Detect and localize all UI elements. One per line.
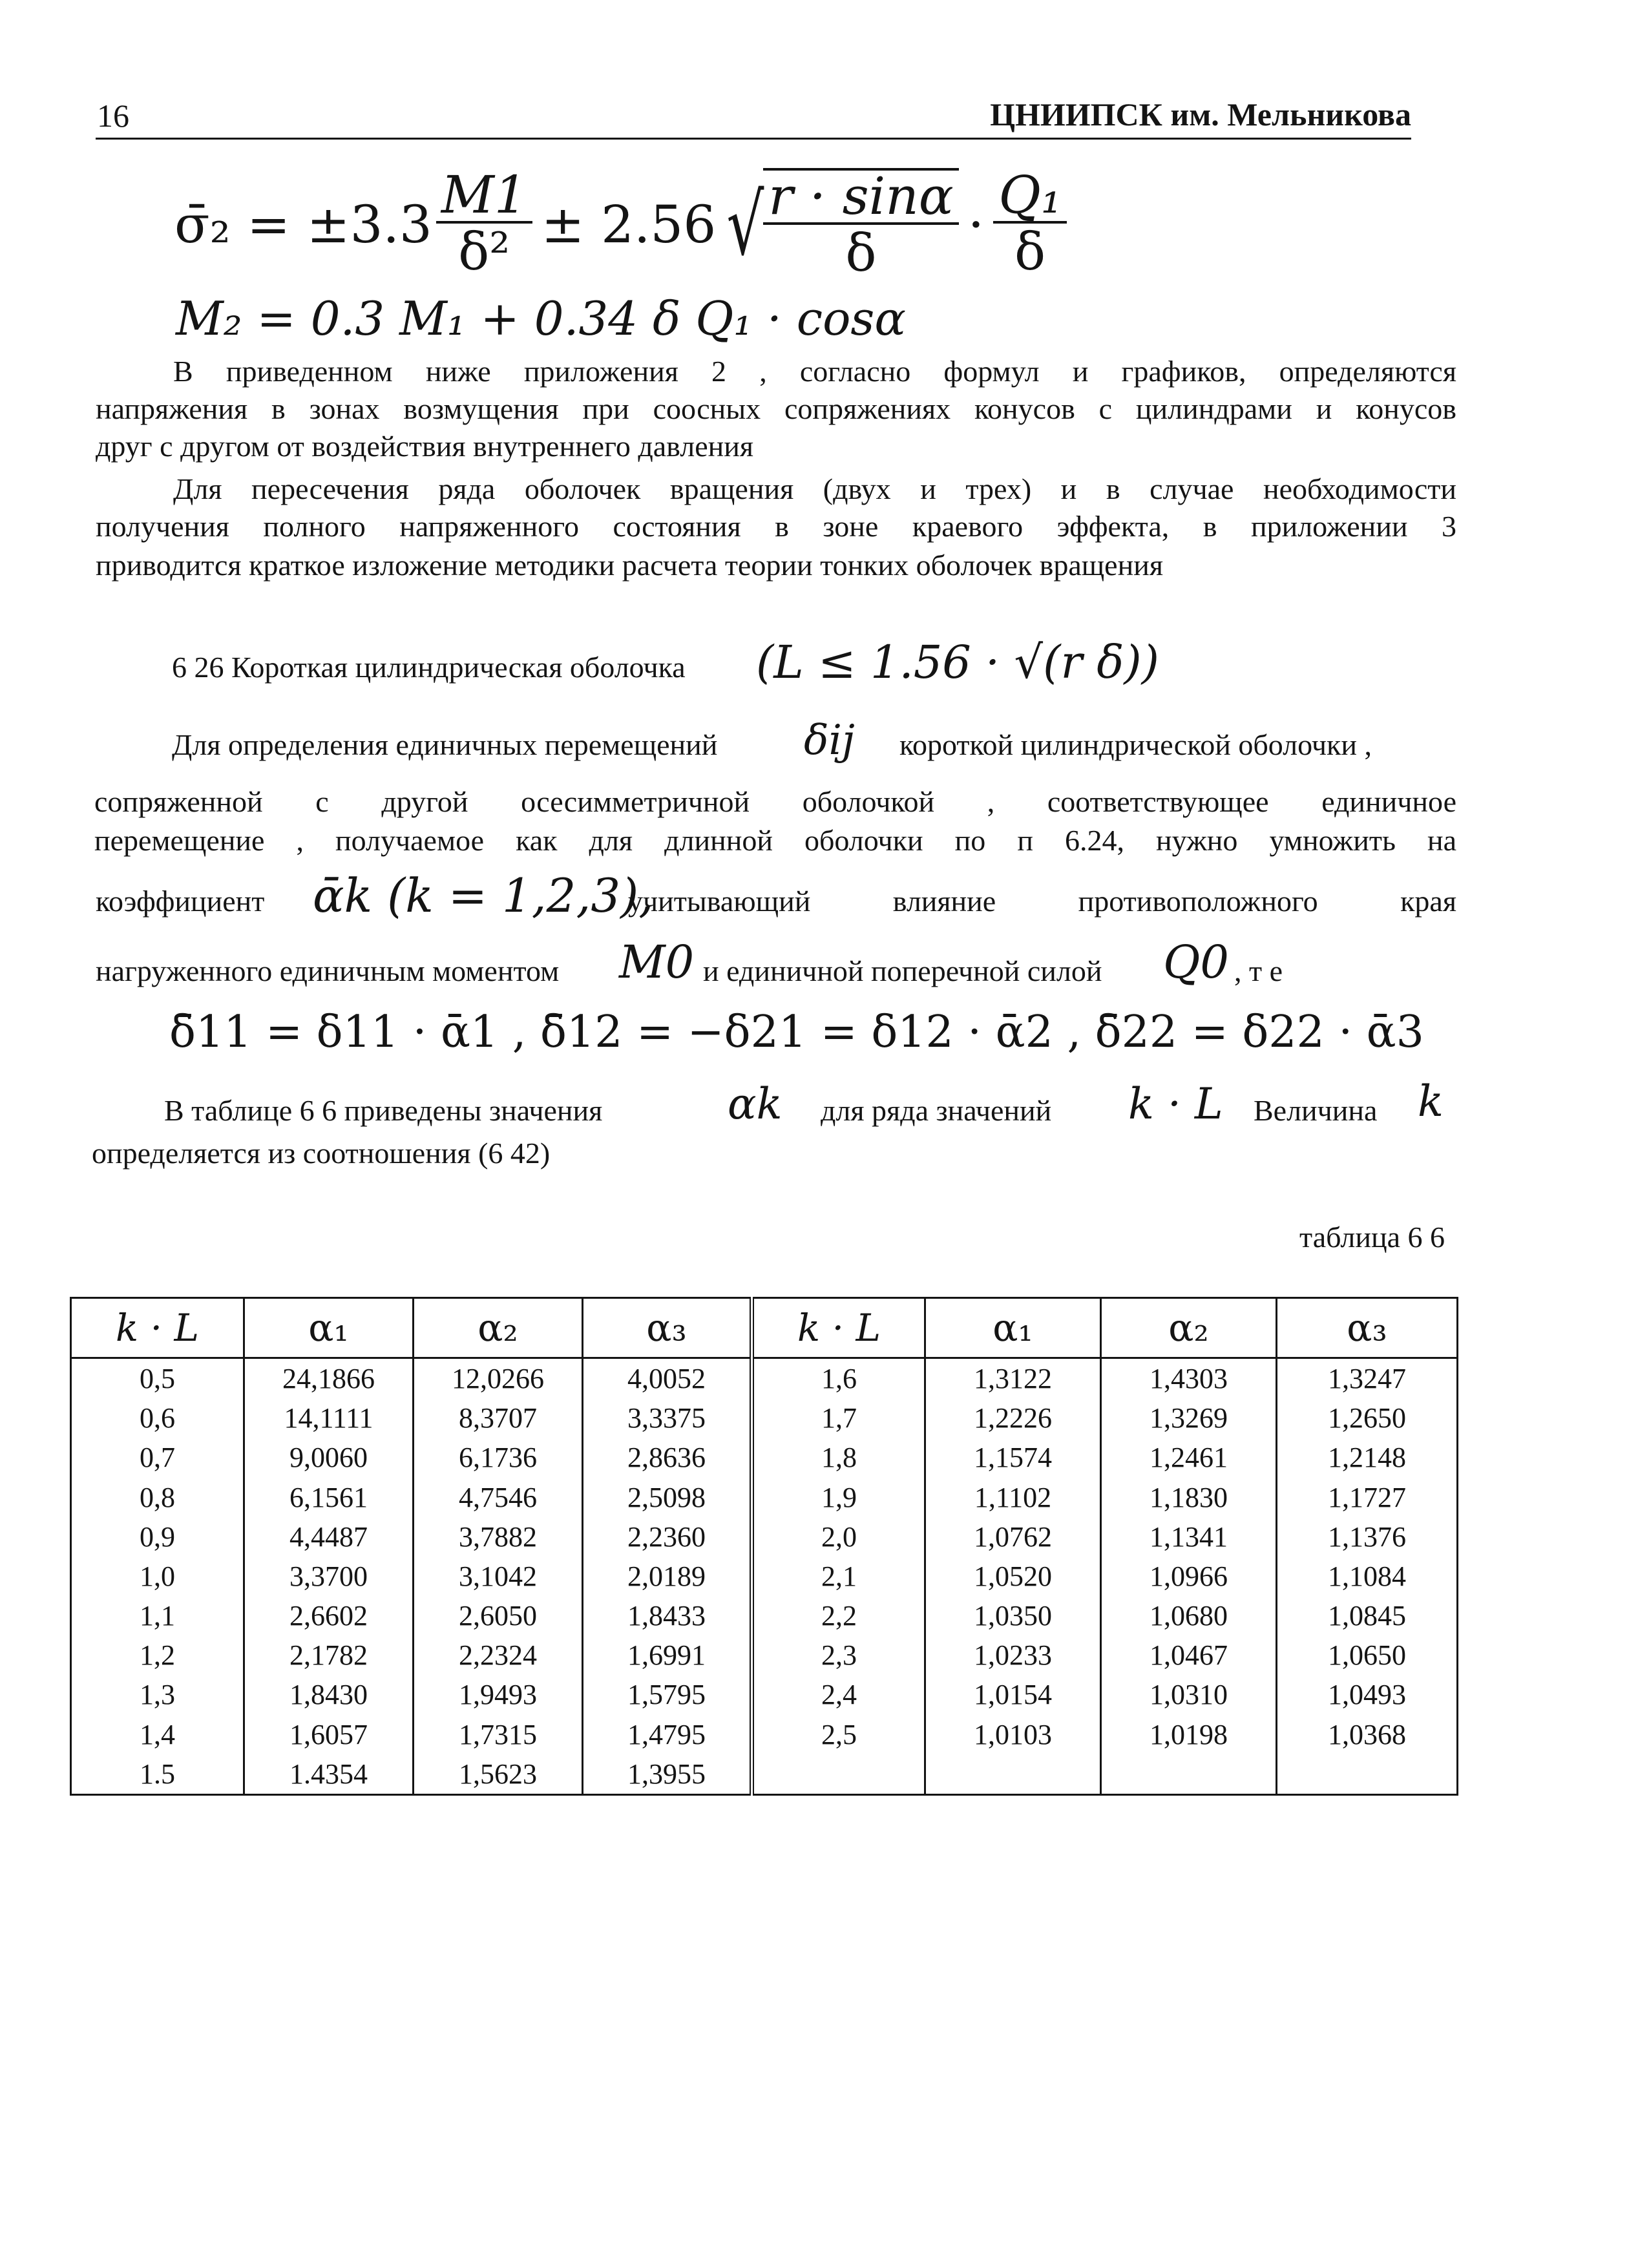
table-cell: 1,0845 <box>1277 1596 1458 1635</box>
moment-m0: M0 <box>619 936 695 989</box>
table-cell: 1,0650 <box>1277 1635 1458 1675</box>
paragraph-1-line-2: напряжения в зонах возмущения при соосных сопряжениях конусов с цилиндрами и конусов <box>96 392 1456 425</box>
table-cell: 1,2148 <box>1277 1438 1458 1477</box>
force-q0: Q0 <box>1163 936 1229 989</box>
table-cell: 1,1084 <box>1277 1557 1458 1596</box>
table-row <box>71 1557 1458 1596</box>
table-cell <box>925 1754 1101 1795</box>
table-cell: 1,1376 <box>1277 1517 1458 1557</box>
paragraph-1-line-1: В приведенном ниже приложения 2 , согласно формул и графиков, определяются <box>173 355 1456 388</box>
table-row <box>71 1478 1458 1517</box>
table-cell: 1,8433 <box>583 1596 752 1635</box>
paragraph-3-line-2: сопряженной с другой осесимметричной оболочкой , соответствующее единичное <box>94 785 1456 818</box>
table-cell: 4,4487 <box>244 1517 414 1557</box>
table-cell: 1,0198 <box>1101 1715 1277 1754</box>
table-cell: 1,7 <box>752 1398 925 1438</box>
table-row <box>71 1596 1458 1635</box>
table-cell: 1,3955 <box>583 1754 752 1795</box>
table-cell: 9,0060 <box>244 1438 414 1477</box>
table-cell: 2,0 <box>752 1517 925 1557</box>
header-alpha2-left: α₂ <box>414 1298 583 1358</box>
table-cell: 0,5 <box>71 1358 244 1399</box>
sigma2-lhs: σ̄₂ = ±3.3 <box>174 194 432 255</box>
table-cell: 1.4354 <box>244 1754 414 1795</box>
paragraph-4-line-1b: для ряда значений <box>821 1094 1052 1127</box>
table-cell: 6,1736 <box>414 1438 583 1477</box>
paragraph-1-line-3: друг с другом от воздействия внутреннего давления <box>96 430 754 463</box>
table-cell: 1,0520 <box>925 1557 1101 1596</box>
sigma2-dot: · <box>967 194 985 255</box>
table-caption: таблица 6 6 <box>1299 1221 1445 1254</box>
sqrt-sign: √ <box>726 176 764 274</box>
table-cell: 12,0266 <box>414 1358 583 1399</box>
table-cell: 1,3122 <box>925 1358 1101 1399</box>
header-kl-left: k · L <box>71 1298 244 1358</box>
table-cell: 1,0680 <box>1101 1596 1277 1635</box>
table-cell: 2,1782 <box>244 1635 414 1675</box>
table-cell: 1,0154 <box>925 1675 1101 1714</box>
table-cell: 1,3269 <box>1101 1398 1277 1438</box>
kl-symbol: k · L <box>1128 1079 1223 1129</box>
table-row <box>71 1754 1458 1795</box>
table-cell: 1,1341 <box>1101 1517 1277 1557</box>
table-cell: 1,2 <box>71 1635 244 1675</box>
sigma2-mid: ± 2.56 <box>541 194 717 255</box>
table-cell: 1,8430 <box>244 1675 414 1714</box>
table-cell: 1,5623 <box>414 1754 583 1795</box>
table-cell: 1,0 <box>71 1557 244 1596</box>
table-cell: 0,8 <box>71 1478 244 1517</box>
table-header-row <box>71 1298 1458 1358</box>
table-cell: 3,1042 <box>414 1557 583 1596</box>
header-alpha1-right: α₁ <box>925 1298 1101 1358</box>
table-row <box>71 1438 1458 1477</box>
table-cell: 3,3375 <box>583 1398 752 1438</box>
table-cell: 1,3247 <box>1277 1358 1458 1399</box>
table-row <box>71 1358 1458 1399</box>
paragraph-3-line-5b: и единичной поперечной силой <box>703 954 1102 987</box>
table-cell: 1,9 <box>752 1478 925 1517</box>
k-symbol: k <box>1418 1076 1444 1126</box>
table-cell: 1,2226 <box>925 1398 1101 1438</box>
table-cell: 2,5 <box>752 1715 925 1754</box>
table-cell: 1,0966 <box>1101 1557 1277 1596</box>
table-cell: 14,1111 <box>244 1398 414 1438</box>
formula-sigma2 <box>174 154 1067 296</box>
sigma2-frac2-num: Q₁ <box>993 169 1067 224</box>
table-cell: 1,1102 <box>925 1478 1101 1517</box>
sigma2-frac2-den: δ <box>1014 222 1046 282</box>
table-row <box>71 1675 1458 1714</box>
table-cell <box>752 1754 925 1795</box>
table-cell <box>1277 1754 1458 1795</box>
table-cell: 1,5795 <box>583 1675 752 1714</box>
header-alpha2-right: α₂ <box>1101 1298 1277 1358</box>
table-cell: 2,2 <box>752 1596 925 1635</box>
table-cell: 0,7 <box>71 1438 244 1477</box>
paragraph-4-line-1c: Величина <box>1254 1094 1378 1127</box>
table-cell: 1,3 <box>71 1675 244 1714</box>
table-cell: 2,1 <box>752 1557 925 1596</box>
table-cell: 0,6 <box>71 1398 244 1438</box>
paragraph-3-line-1a: Для определения единичных перемещений <box>172 728 718 761</box>
running-title: ЦНИИПСК им. Мельникова <box>990 96 1411 132</box>
table-cell: 4,0052 <box>583 1358 752 1399</box>
table-cell: 2,2360 <box>583 1517 752 1557</box>
sigma2-frac1-den: δ² <box>458 222 510 282</box>
table-cell: 2,6050 <box>414 1596 583 1635</box>
table-cell: 2,6602 <box>244 1596 414 1635</box>
table-cell: 1,0233 <box>925 1635 1101 1675</box>
table-cell: 1,8 <box>752 1438 925 1477</box>
table-cell: 4,7546 <box>414 1478 583 1517</box>
page-number: 16 <box>97 98 129 134</box>
paragraph-3-line-5a: нагруженного единичным моментом <box>96 954 560 987</box>
alpha-table <box>70 1297 1458 1796</box>
table-cell: 3,3700 <box>244 1557 414 1596</box>
table-cell: 1,0310 <box>1101 1675 1277 1714</box>
sigma2-frac2 <box>993 165 1067 282</box>
header-kl-right: k · L <box>752 1298 925 1358</box>
table-row <box>71 1517 1458 1557</box>
formula-m2: M₂ = 0.3 M₁ + 0.34 δ Q₁ · cosα <box>176 291 906 346</box>
paragraph-3-line-3: перемещение , получаемое как для длинной оболочки по п 6.24, нужно умножить на <box>94 824 1456 857</box>
table-cell: 2,2324 <box>414 1635 583 1675</box>
table-cell: 1,6057 <box>244 1715 414 1754</box>
table-cell: 1,1727 <box>1277 1478 1458 1517</box>
sigma2-frac1 <box>436 165 532 282</box>
section-condition: (L ≤ 1.56 · √(r δ)) <box>756 636 1159 689</box>
table-cell: 6,1561 <box>244 1478 414 1517</box>
paragraph-2-line-3: приводится краткое изложение методики расчета теории тонких оболочек вращения <box>96 549 1163 582</box>
paragraph-3-line-4b: учитывающий влияние противоположного края <box>628 885 1456 918</box>
header-rule <box>96 138 1411 140</box>
table-cell: 2,3 <box>752 1635 925 1675</box>
table-cell: 1,0368 <box>1277 1715 1458 1754</box>
table-cell: 1,1 <box>71 1596 244 1635</box>
table-cell: 2,0189 <box>583 1557 752 1596</box>
table-cell: 1,4303 <box>1101 1358 1277 1399</box>
table-cell: 1,0350 <box>925 1596 1101 1635</box>
table-cell: 3,7882 <box>414 1517 583 1557</box>
table-cell: 1.5 <box>71 1754 244 1795</box>
header-alpha1-left: α₁ <box>244 1298 414 1358</box>
table-cell: 1,0103 <box>925 1715 1101 1754</box>
table-cell <box>1101 1754 1277 1795</box>
table-cell: 1,4 <box>71 1715 244 1754</box>
paragraph-3-line-5c: , т е <box>1234 954 1283 987</box>
table-cell: 1,2650 <box>1277 1398 1458 1438</box>
table-cell: 8,3707 <box>414 1398 583 1438</box>
table-cell: 1,1574 <box>925 1438 1101 1477</box>
table-cell: 24,1866 <box>244 1358 414 1399</box>
alpha-k-coefficient: ᾱk (k = 1,2,3), <box>313 868 654 923</box>
header-alpha3-left: α₃ <box>583 1298 752 1358</box>
paragraph-4-line-1a: В таблице 6 6 приведены значения <box>164 1094 603 1127</box>
table-cell: 1,2461 <box>1101 1438 1277 1477</box>
paragraph-3-line-4a: коэффициент <box>96 885 265 918</box>
table-cell: 1,0493 <box>1277 1675 1458 1714</box>
table-cell: 1,0467 <box>1101 1635 1277 1675</box>
sigma2-sqrt-num: r · sinα <box>763 171 959 225</box>
sigma2-frac1-num: M1 <box>436 169 532 224</box>
paragraph-2-line-1: Для пересечения ряда оболочек вращения (двух и трех) и в случае необходимости <box>173 472 1456 505</box>
sigma2-sqrt-den: δ <box>845 223 877 283</box>
table-cell: 0,9 <box>71 1517 244 1557</box>
table-cell: 2,4 <box>752 1675 925 1714</box>
table-cell: 2,5098 <box>583 1478 752 1517</box>
paragraph-4-line-2: определяется из соотношения (6 42) <box>92 1137 551 1170</box>
paragraph-3-line-1b: короткой цилиндрической оболочки , <box>899 728 1372 761</box>
table-cell: 1,7315 <box>414 1715 583 1754</box>
table-row <box>71 1635 1458 1675</box>
delta-ij-symbol: δij <box>804 717 855 764</box>
table-cell: 1,0762 <box>925 1517 1101 1557</box>
table-cell: 1,4795 <box>583 1715 752 1754</box>
table-cell: 2,8636 <box>583 1438 752 1477</box>
delta-formula: δ̄11 = δ11 · ᾱ1 , δ̄12 = −δ21 = δ12 · ᾱ2 , δ̄22 = δ22 · ᾱ3 <box>169 1007 1424 1058</box>
table-cell: 1,9493 <box>414 1675 583 1714</box>
table-cell: 1,6991 <box>583 1635 752 1675</box>
sigma2-sqrt-frac <box>763 168 959 282</box>
table-cell: 1,6 <box>752 1358 925 1399</box>
table-row <box>71 1715 1458 1754</box>
header-alpha3-right: α₃ <box>1277 1298 1458 1358</box>
alpha-k-symbol: αk <box>728 1079 782 1129</box>
table-cell: 1,1830 <box>1101 1478 1277 1517</box>
table-row <box>71 1398 1458 1438</box>
section-title: 6 26 Короткая цилиндрическая оболочка <box>172 651 686 684</box>
paragraph-2-line-2: получения полного напряженного состояния в зоне краевого эффекта, в приложении 3 <box>96 510 1456 543</box>
